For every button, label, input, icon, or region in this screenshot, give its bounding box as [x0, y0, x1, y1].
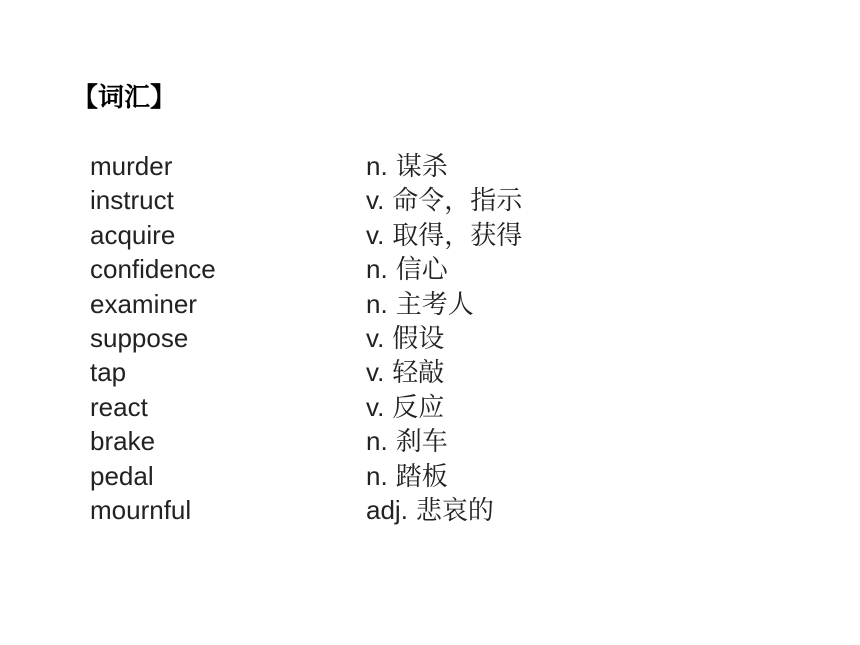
- chinese-meaning: 谋杀: [395, 151, 448, 181]
- vocabulary-list: [90, 149, 610, 527]
- vocabulary-heading: 【词汇】: [72, 82, 177, 112]
- english-word: confidence: [90, 254, 216, 285]
- part-of-speech: n.: [366, 254, 388, 285]
- chinese-meaning: 取得，获得: [392, 219, 523, 250]
- chinese-meaning: 假设: [392, 322, 445, 353]
- definition: [366, 493, 494, 527]
- part-of-speech: v.: [366, 391, 385, 422]
- vocab-row: [90, 321, 610, 355]
- part-of-speech: n.: [366, 151, 388, 181]
- part-of-speech: v.: [366, 185, 385, 216]
- vocab-row: [90, 149, 610, 183]
- definition: [366, 183, 522, 217]
- vocab-row: [90, 424, 610, 458]
- part-of-speech: adj.: [366, 494, 408, 525]
- chinese-meaning: 命令，指示: [392, 185, 523, 216]
- definition: [366, 390, 444, 424]
- part-of-speech: n.: [366, 460, 388, 491]
- vocab-row: [90, 183, 610, 217]
- chinese-meaning: 信心: [395, 254, 448, 285]
- part-of-speech: n.: [366, 288, 388, 319]
- vocab-row: [90, 390, 610, 424]
- english-word: brake: [90, 426, 156, 457]
- definition: [366, 321, 444, 355]
- chinese-meaning: 踏板: [395, 460, 448, 491]
- definition: [366, 218, 522, 252]
- chinese-meaning: 刹车: [395, 426, 448, 457]
- definition: [366, 355, 444, 389]
- chinese-meaning: 悲哀的: [415, 494, 494, 525]
- chinese-meaning: 反应: [392, 391, 445, 422]
- english-word: mournful: [90, 494, 192, 525]
- vocab-row: [90, 218, 610, 252]
- vocab-row: [90, 252, 610, 286]
- english-word: examiner: [90, 288, 197, 319]
- part-of-speech: v.: [366, 219, 385, 250]
- english-word: suppose: [90, 322, 189, 353]
- part-of-speech: v.: [366, 357, 385, 388]
- definition: [366, 287, 474, 321]
- english-word: acquire: [90, 219, 176, 250]
- definition: [366, 149, 448, 183]
- part-of-speech: v.: [366, 322, 385, 353]
- english-word: murder: [90, 151, 173, 181]
- chinese-meaning: 主考人: [395, 288, 474, 319]
- definition: [366, 459, 448, 493]
- definition: [366, 424, 448, 458]
- english-word: react: [90, 391, 148, 422]
- vocab-row: [90, 493, 610, 527]
- definition: [366, 252, 448, 286]
- part-of-speech: n.: [366, 426, 388, 457]
- english-word: tap: [90, 357, 127, 388]
- chinese-meaning: 轻敲: [392, 357, 445, 388]
- vocab-row: [90, 355, 610, 389]
- english-word: instruct: [90, 185, 174, 216]
- english-word: pedal: [90, 460, 154, 491]
- vocab-row: [90, 459, 610, 493]
- vocab-row: [90, 287, 610, 321]
